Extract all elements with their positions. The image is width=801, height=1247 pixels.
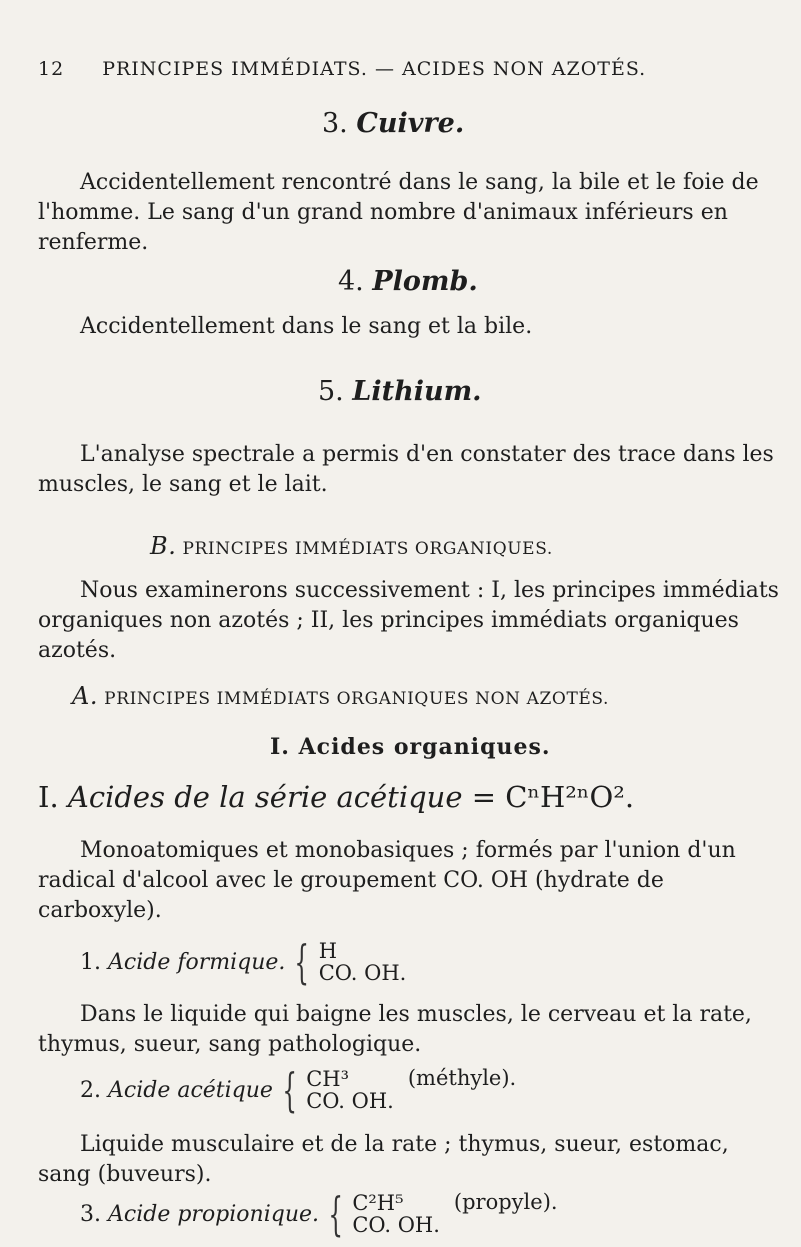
heading-acides-organiques: I. Acides organiques. (270, 734, 551, 760)
heading-b (150, 532, 553, 560)
section-number: 5. (318, 376, 344, 407)
page-number: 12 (38, 58, 65, 80)
running-title: PRINCIPES IMMÉDIATS. — ACIDES NON AZOTÉS. (102, 58, 647, 80)
acid-name: Acide formique. (108, 949, 286, 975)
paragraph-plomb: Accidentellement dans le sang et la bile. (80, 314, 533, 339)
heading-letter: A. (72, 682, 99, 710)
acid-name: Acide propionique. (108, 1201, 320, 1227)
formula-top: CH³ (306, 1067, 350, 1091)
section-title-plomb (338, 266, 478, 297)
heading-text: PRINCIPES IMMÉDIATS ORGANIQUES NON AZOTÉS. (104, 689, 610, 709)
formula-stack (306, 1068, 394, 1112)
acid-entry-formique (80, 935, 407, 989)
brace-icon: { (328, 1187, 343, 1241)
paragraph-lithium: L'analyse spectrale a permis d'en constater des trace dans les muscles, le sang et le lait. (38, 442, 774, 497)
section-number: 4. (338, 266, 364, 297)
formula-bottom: CO. OH. (306, 1089, 394, 1113)
section-heading: Plomb. (372, 266, 478, 297)
section-heading: Cuivre. (356, 108, 465, 139)
section-number: 3. (322, 108, 348, 139)
formula-top: H (318, 939, 338, 963)
section-title-lithium (318, 376, 482, 407)
radical-note: (propyle). (453, 1190, 558, 1214)
radical-note: (méthyle). (407, 1066, 517, 1090)
acid-number: 3. (80, 1201, 101, 1227)
serie-numeral: I. (38, 780, 59, 814)
heading-letter: B. (150, 532, 177, 560)
formula-stack (319, 940, 407, 984)
acid-number: 1. (80, 949, 101, 975)
serie-heading (38, 780, 634, 814)
heading-text: PRINCIPES IMMÉDIATS ORGANIQUES. (182, 539, 553, 559)
paragraph-acetique: Liquide musculaire et de la rate ; thymus, sueur, estomac, sang (buveurs). (38, 1132, 729, 1187)
paragraph-formique: Dans le liquide qui baigne les muscles, le cerveau et la rate, thymus, sueur, sang pathologique. (38, 1002, 752, 1057)
acid-number: 2. (80, 1077, 101, 1103)
acid-entry-acetique (80, 1063, 517, 1117)
formula-stack (352, 1192, 440, 1236)
running-header (38, 58, 646, 80)
acid-entry-propionique (80, 1187, 558, 1241)
serie-formula: = CⁿH²ⁿO². (471, 780, 635, 814)
serie-title: Acides de la série acétique (67, 780, 463, 814)
formula-bottom: CO. OH. (318, 961, 407, 985)
heading-a (72, 682, 609, 710)
acid-name: Acide acétique (108, 1077, 273, 1103)
section-heading: Lithium. (352, 376, 482, 407)
paragraph-serie: Monoatomiques et monobasiques ; formés par l'union d'un radical d'alcool avec le groupement CO. OH (hydrate de carboxyle). (38, 838, 736, 923)
brace-icon: { (294, 935, 310, 989)
paragraph-cuivre: Accidentellement rencontré dans le sang, la bile et le foie de l'homme. Le sang d'un grand nombre d'animaux inférieurs en renferme. (38, 170, 759, 255)
brace-icon: { (282, 1063, 297, 1117)
paragraph-intro: Nous examinerons successivement : I, les principes immédiats organiques non azotés ; II, les principes immédiats organiques azotés. (38, 578, 779, 663)
formula-top: C²H⁵ (352, 1191, 404, 1215)
formula-bottom: CO. OH. (352, 1213, 440, 1237)
section-title-cuivre (322, 108, 464, 139)
